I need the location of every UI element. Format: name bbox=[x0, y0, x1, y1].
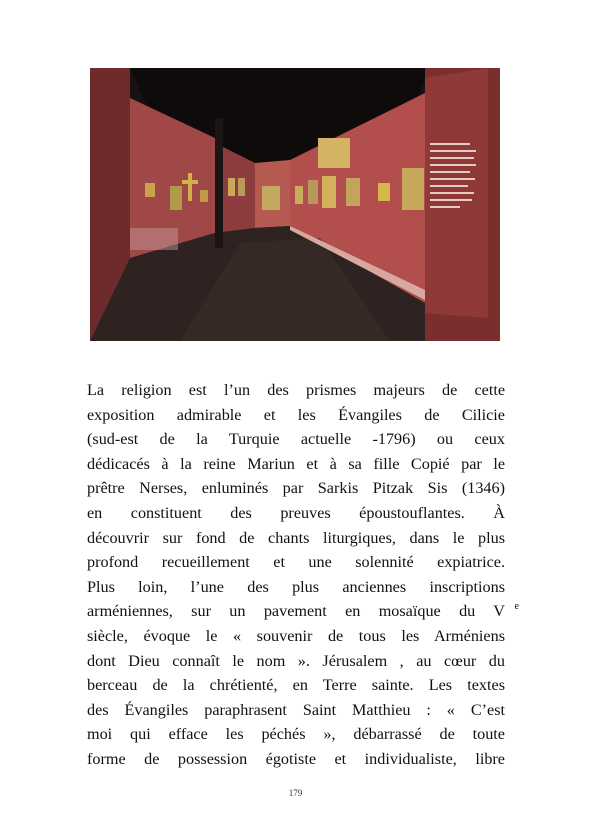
text-line: forme de possession égotiste et individualiste, libre bbox=[87, 749, 505, 768]
text-line: La religion est l’un des prismes majeurs de cette bbox=[87, 381, 505, 399]
text-line: siècle, évoque le « souvenir de tous les Arméniens bbox=[87, 626, 505, 645]
text-line: en constituent des preuves époustouflantes. À bbox=[87, 503, 505, 522]
text-line: dont Dieu connaît le nom ». Jérusalem , au cœur du bbox=[87, 651, 505, 670]
text-line: prêtre Nerses, enluminés par Sarkis Pitzak Sis (1346) bbox=[87, 479, 505, 498]
text-line: des Évangiles paraphrasent Saint Matthieu : « C’est bbox=[87, 700, 505, 719]
text-line-content: arméniennes, sur un pavement en mosaïque du V bbox=[87, 602, 505, 621]
article-paragraph bbox=[87, 378, 519, 772]
text-line: berceau de la chrétienté, en Terre sainte. Les textes bbox=[87, 676, 505, 695]
text-line: découvrir sur fond de chants liturgiques, dans le plus bbox=[87, 528, 505, 547]
text-line-with-superscript: arméniennes, sur un pavement en mosaïque du V e bbox=[87, 601, 519, 621]
text-line: moi qui efface les péchés », débarrassé de toute bbox=[87, 725, 505, 744]
exhibition-photo-graphic bbox=[90, 68, 500, 341]
text-line: dédicacés à la reine Mariun et à sa fille Copié par le bbox=[87, 454, 505, 473]
exhibition-photo bbox=[90, 68, 500, 341]
text-line: (sud-est de la Turquie actuelle -1796) ou ceux bbox=[87, 430, 505, 449]
text-line: profond recueillement et une solennité expiatrice. bbox=[87, 553, 505, 572]
page-number: 179 bbox=[288, 788, 303, 798]
text-line: Plus loin, l’une des plus anciennes inscriptions bbox=[87, 577, 505, 596]
text-line: exposition admirable et les Évangiles de Cilicie bbox=[87, 405, 505, 424]
